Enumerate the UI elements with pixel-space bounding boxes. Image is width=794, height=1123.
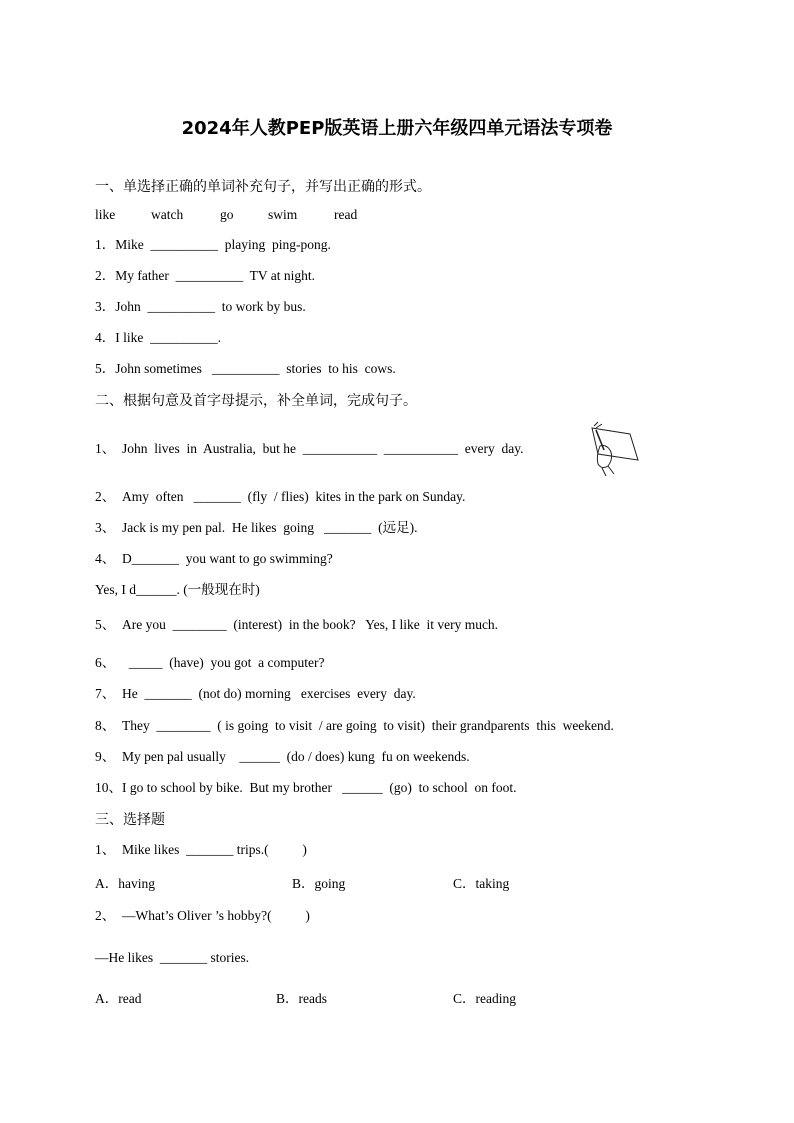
word-bank-item: read: [334, 207, 358, 222]
word-bank-item: go: [220, 207, 234, 222]
question-2-stem: 2、 —What’s Oliver ’s hobby?( ): [95, 908, 310, 923]
question-2-option-c: C．reading: [453, 991, 516, 1006]
section-1-item: 5．John sometimes __________ stories to his cows.: [95, 361, 396, 376]
question-1-option-b: B．going: [292, 876, 346, 891]
question-1-option-c: C．taking: [453, 876, 510, 891]
section-2-item: 2、 Amy often _______ (fly / flies) kites in the park on Sunday.: [95, 489, 466, 504]
section-2-item: Yes, I d______. (一般现在时): [95, 582, 260, 597]
word-bank-item: watch: [151, 207, 184, 222]
section-2-item: 6、 _____ (have) you got a computer?: [95, 655, 325, 670]
section-1-item: 1．Mike __________ playing ping-pong.: [95, 237, 331, 252]
section-1-item: 3．John __________ to work by bus.: [95, 299, 306, 314]
word-bank-item: like: [95, 207, 116, 222]
section-2-item: 10、I go to school by bike. But my brother ______ (go) to school on foot.: [95, 780, 517, 795]
section-2-item: 3、 Jack is my pen pal. He likes going _______ (远足).: [95, 520, 418, 535]
section-2-heading: 二、根据句意及首字母提示，补全单词，完成句子。: [95, 393, 417, 409]
section-2-item: 5、 Are you ________ (interest) in the book? Yes, I like it very much.: [95, 617, 499, 632]
section-2-item: 7、 He _______ (not do) morning exercises every day.: [95, 686, 416, 701]
section-1-item: 2．My father __________ TV at night.: [95, 268, 315, 283]
question-1-stem: 1、 Mike likes _______ trips.( ): [95, 842, 307, 857]
section-2-item: 4、 D_______ you want to go swimming?: [95, 551, 333, 566]
section-1-heading: 一、单选择正确的单词补充句子，并写出正确的形式。: [95, 179, 431, 195]
section-2-item: 9、 My pen pal usually ______ (do / does) kung fu on weekends.: [95, 749, 470, 764]
question-2-answer-line: —He likes _______ stories.: [95, 950, 250, 965]
section-3-heading: 三、选择题: [95, 812, 165, 828]
word-bank-item: swim: [268, 207, 298, 222]
section-2-item: 8、 They ________ ( is going to visit / are going to visit) their grandparents this weekend.: [95, 718, 614, 733]
section-2-item: 1、 John lives in Australia, but he ___________ ___________ every day.: [95, 441, 524, 456]
question-1-option-a: A．having: [95, 876, 155, 891]
writing-hand-illustration: [584, 420, 640, 476]
page-title: 2024年人教PEP版英语上册六年级四单元语法专项卷: [181, 118, 613, 139]
question-2-option-a: A．read: [95, 991, 142, 1006]
question-2-option-b: B．reads: [276, 991, 327, 1006]
section-1-item: 4．I like __________.: [95, 330, 221, 345]
